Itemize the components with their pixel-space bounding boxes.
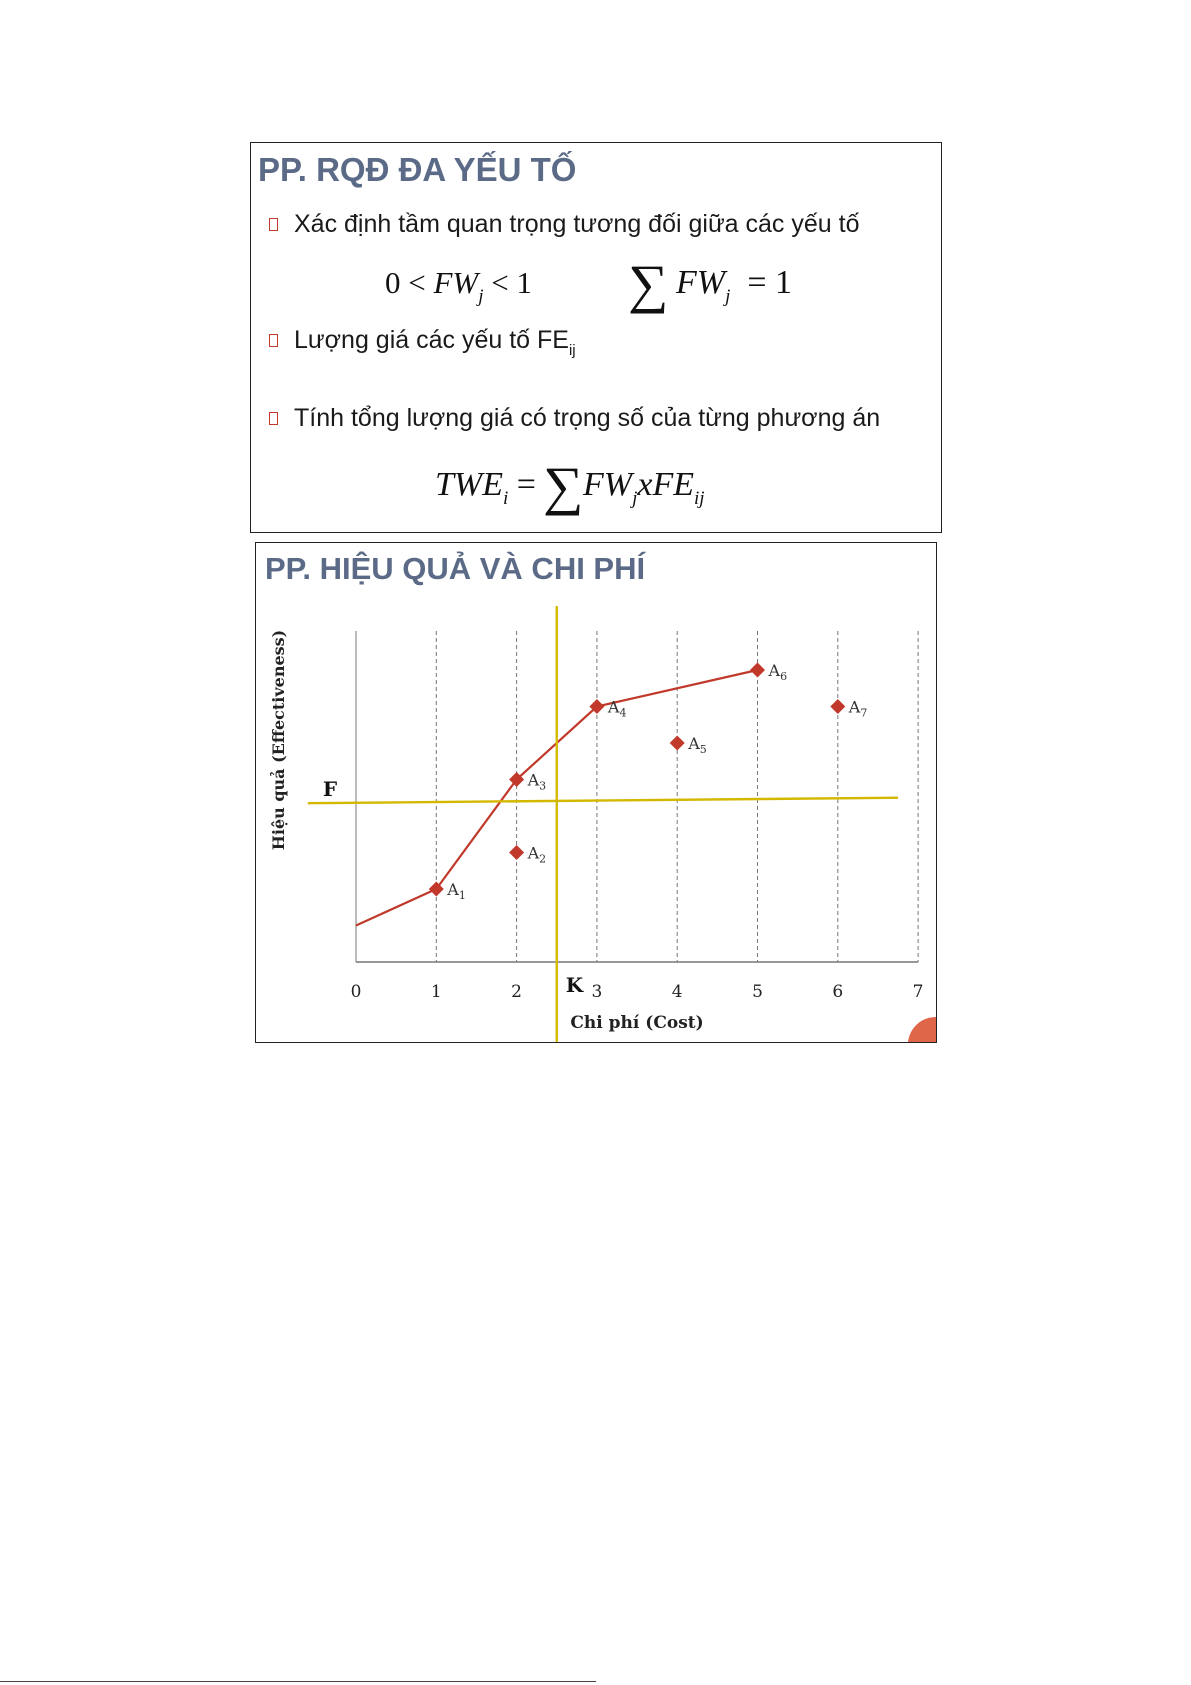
- slide-title: PP. HIỆU QUẢ VÀ CHI PHÍ: [265, 551, 646, 586]
- threshold-f-label: F: [322, 777, 338, 802]
- x-tick-label: 4: [671, 982, 683, 1002]
- data-point-marker: [429, 882, 444, 897]
- cost-effectiveness-chart: [256, 543, 936, 1042]
- data-point-marker: [830, 699, 845, 714]
- data-point-label: $A_3$: [527, 770, 547, 793]
- x-tick-label: 5: [752, 982, 763, 1002]
- footer-divider: [0, 1681, 596, 1682]
- x-tick-label: 3: [591, 982, 603, 1002]
- data-point-label: $A_2$: [527, 843, 547, 866]
- data-point-marker: [670, 736, 685, 751]
- bullet-item: [269, 404, 880, 433]
- data-point-label: $A_1$: [447, 880, 466, 902]
- bullet-icon: [269, 412, 278, 425]
- bullet-text: Lượng giá các yếu tố FE: [294, 326, 569, 354]
- formula-weight-range: $0 < FW_j < 1$: [385, 265, 533, 307]
- data-point-marker: [750, 663, 765, 678]
- corner-accent-shape: [908, 1017, 936, 1042]
- bullet-text: Tính tổng lượng giá có trọng số của từng phương án: [294, 404, 881, 432]
- threshold-k-label: K: [565, 973, 584, 997]
- data-point-label: $A_5$: [688, 734, 707, 756]
- bullet-text: Xác định tầm quan trọng tương đối giữa các yếu tố: [294, 210, 860, 238]
- y-axis-label: Hiệu quả (Effectiveness): [269, 629, 288, 851]
- x-tick-label: 6: [832, 982, 844, 1002]
- x-axis-label: Chi phí (Cost): [570, 1013, 704, 1033]
- threshold-f-line: [308, 798, 898, 803]
- formula-twe: $TWE_i = \sum FW_jxFE_{ij}$: [435, 456, 705, 516]
- data-point-label: $A_7$: [848, 697, 868, 720]
- slide-cost-effectiveness: [255, 542, 937, 1043]
- x-tick-label: 7: [912, 982, 924, 1002]
- data-point-marker: [509, 845, 524, 860]
- x-tick-label: 0: [350, 982, 362, 1002]
- slide-multi-factor: [250, 142, 942, 533]
- data-point-label: $A_6$: [768, 661, 788, 683]
- x-tick-label: 1: [430, 982, 442, 1002]
- bullet-item: [269, 210, 859, 239]
- slide-title: PP. RQĐ ĐA YẾU TỐ: [258, 151, 577, 188]
- x-tick-label: 2: [511, 982, 523, 1002]
- bullet-icon: [269, 218, 278, 231]
- data-point-label: $A_4$: [607, 697, 627, 720]
- bullet-item: Lượng giá các yếu tố $FE_{ij}$: [269, 326, 576, 359]
- formula-weight-sum: ∑ $FW_j = 1$: [628, 254, 793, 314]
- bullet-icon: [269, 334, 278, 347]
